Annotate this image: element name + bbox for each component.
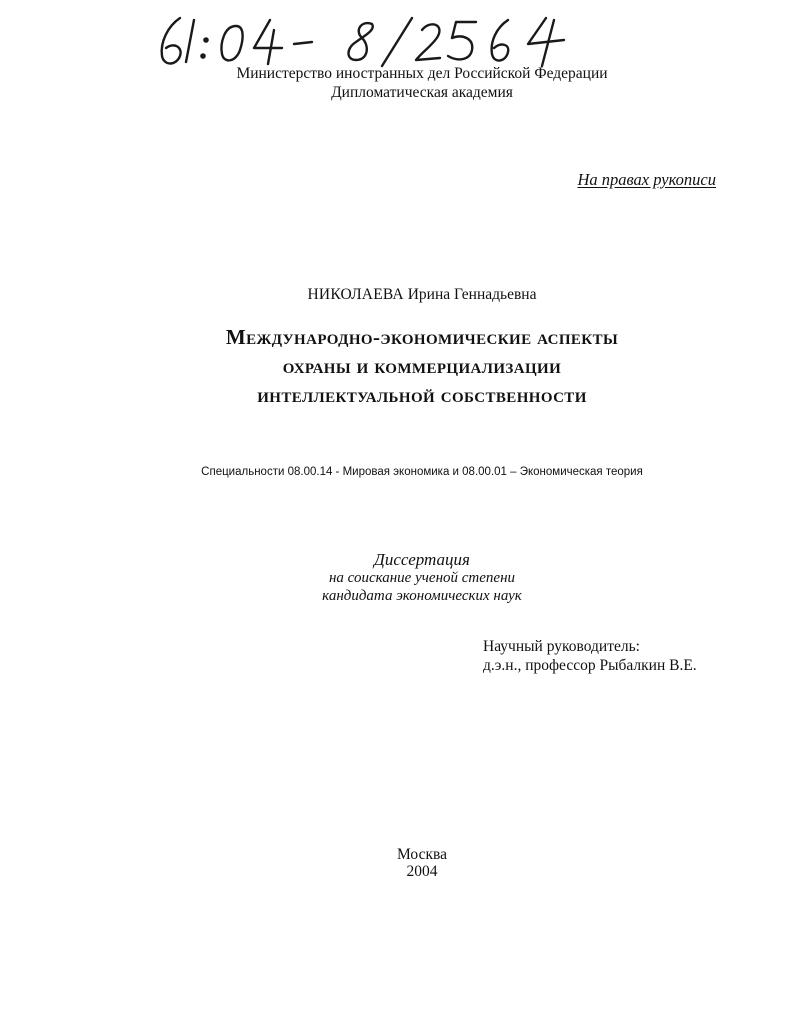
academy-name: Дипломатическая академия bbox=[331, 84, 513, 101]
supervisor-name: д.э.н., профессор Рыбалкин В.Е. bbox=[483, 657, 697, 674]
title-line-1: Международно-экономические аспекты bbox=[225, 325, 619, 349]
thesis-type: Диссертация bbox=[374, 550, 470, 569]
ministry-name: Министерство иностранных дел Российской Федерации bbox=[236, 65, 608, 82]
title-line-3: интеллектуальной собственности bbox=[257, 383, 587, 407]
author-name bbox=[0, 286, 798, 304]
specialty-line: Специальности 08.00.14 - Мировая экономика и 08.00.01 – Экономическая теория bbox=[201, 466, 643, 478]
rights-note: На правах рукописи bbox=[577, 170, 716, 189]
author-surname: НИКОЛАЕВА bbox=[307, 286, 404, 303]
degree-line-2: кандидата экономических наук bbox=[322, 588, 522, 604]
author-given-names: Ирина Геннадьевна bbox=[407, 286, 537, 303]
supervisor-label: Научный руководитель: bbox=[483, 638, 640, 655]
dissertation-title bbox=[0, 323, 798, 410]
year: 2004 bbox=[406, 863, 438, 880]
title-line-2: охраны и коммерциализации bbox=[282, 354, 562, 378]
city: Москва bbox=[397, 846, 447, 863]
supervisor-block bbox=[483, 637, 697, 675]
degree-line-1: на соискание ученой степени bbox=[328, 570, 516, 586]
